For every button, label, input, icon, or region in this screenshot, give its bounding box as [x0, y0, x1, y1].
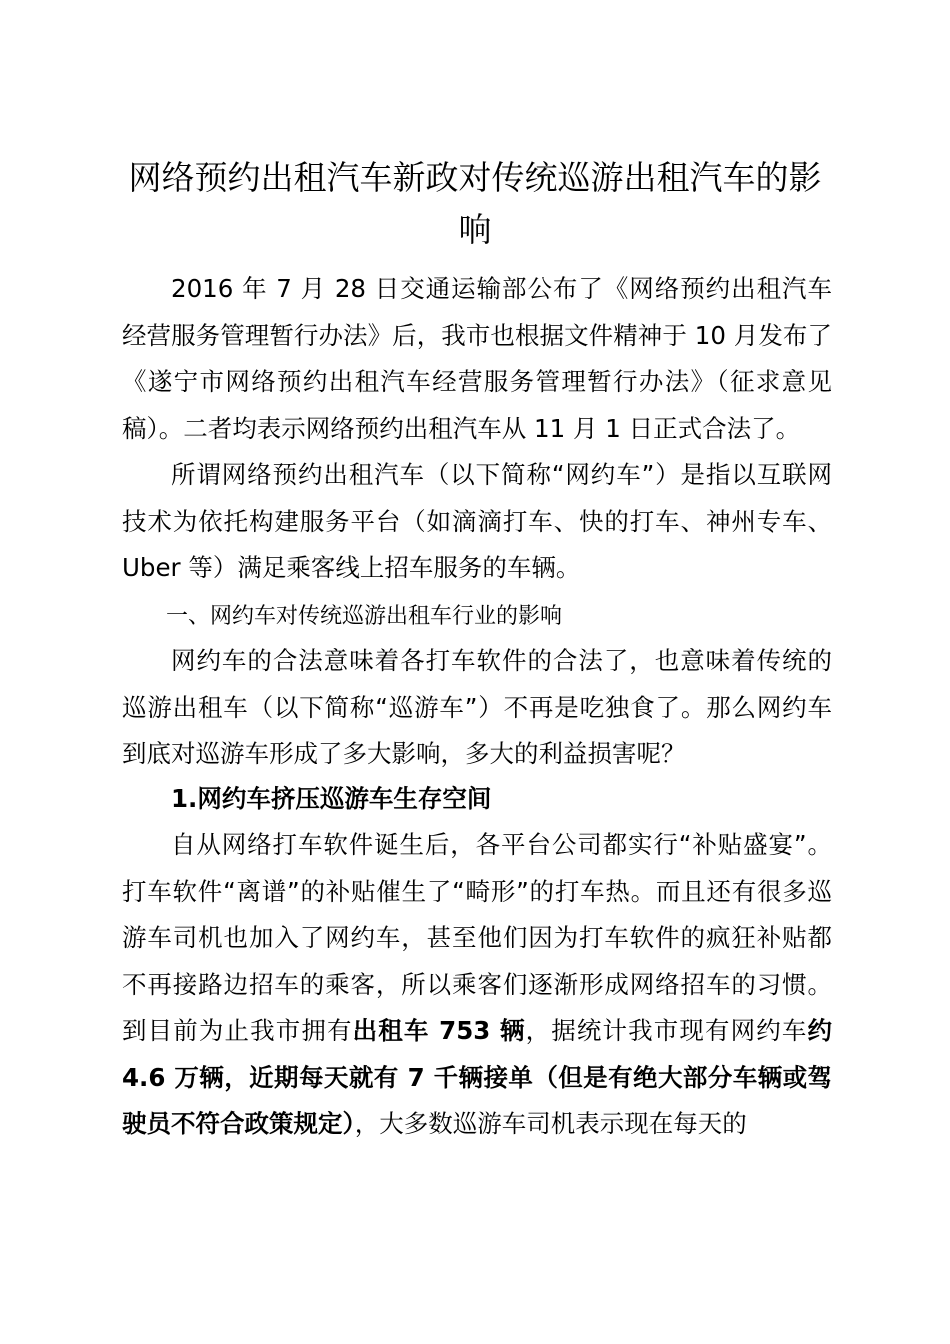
paragraph-subsidy-text-3: ，大多数巡游车司机表示现在每天的	[354, 1109, 747, 1138]
paragraph-intro: 2016 年 7 月 28 日交通运输部公布了《网络预约出租汽车经营服务管理暂行办法》后，我市也根据文件精神于 10 月发布了《遂宁市网络预约出租汽车经营服务管理暂行办法》（征求意见稿）。二者均表示网络预约出租汽车从 11 月 1 日正式合法了。	[122, 274, 832, 443]
paragraph-subsidy	[122, 822, 832, 1148]
section-heading-1: 一、网约车对传统巡游出租车行业的影响	[166, 604, 563, 629]
paragraph-impact: 网约车的合法意味着各打车软件的合法了，也意味着传统的巡游出租车（以下简称“巡游车”）不再是吃独食了。那么网约车到底对巡游车形成了多大影响，多大的利益损害呢？	[122, 646, 832, 768]
paragraph-subsidy-bold-2: 约 4.6 万辆，近期每天就有 7 千辆接单（但是有绝大部分车辆或驾驶员不符合政策规定）	[122, 1016, 833, 1138]
paragraph-definition: 所谓网络预约出租汽车（以下简称“网约车”）是指以互联网技术为依托构建服务平台（如滴滴打车、快的打车、神州专车、Uber 等）满足乘客线上招车服务的车辆。	[122, 460, 832, 582]
subsection-heading-1: 1.网约车挤压巡游车生存空间	[171, 784, 492, 813]
paragraph-subsidy-text-2: ，据统计我市现有网约车	[525, 1016, 808, 1045]
paragraph-subsidy-bold-1: 出租车 753 辆	[352, 1016, 526, 1045]
document-title: 网络预约出租汽车新政对传统巡游出租汽车的影响	[128, 158, 822, 249]
paragraph-subsidy-text-1: 自从网络打车软件诞生后，各平台公司都实行“补贴盛宴”。打车软件“离谱”的补贴催生了“畸形”的打车热。而且还有很多巡游车司机也加入了网约车，甚至他们因为打车软件的疯狂补贴都不再接路边招车的乘客，所以乘客们逐渐形成网络招车的习惯。到目前为止我市拥有	[122, 830, 832, 1045]
